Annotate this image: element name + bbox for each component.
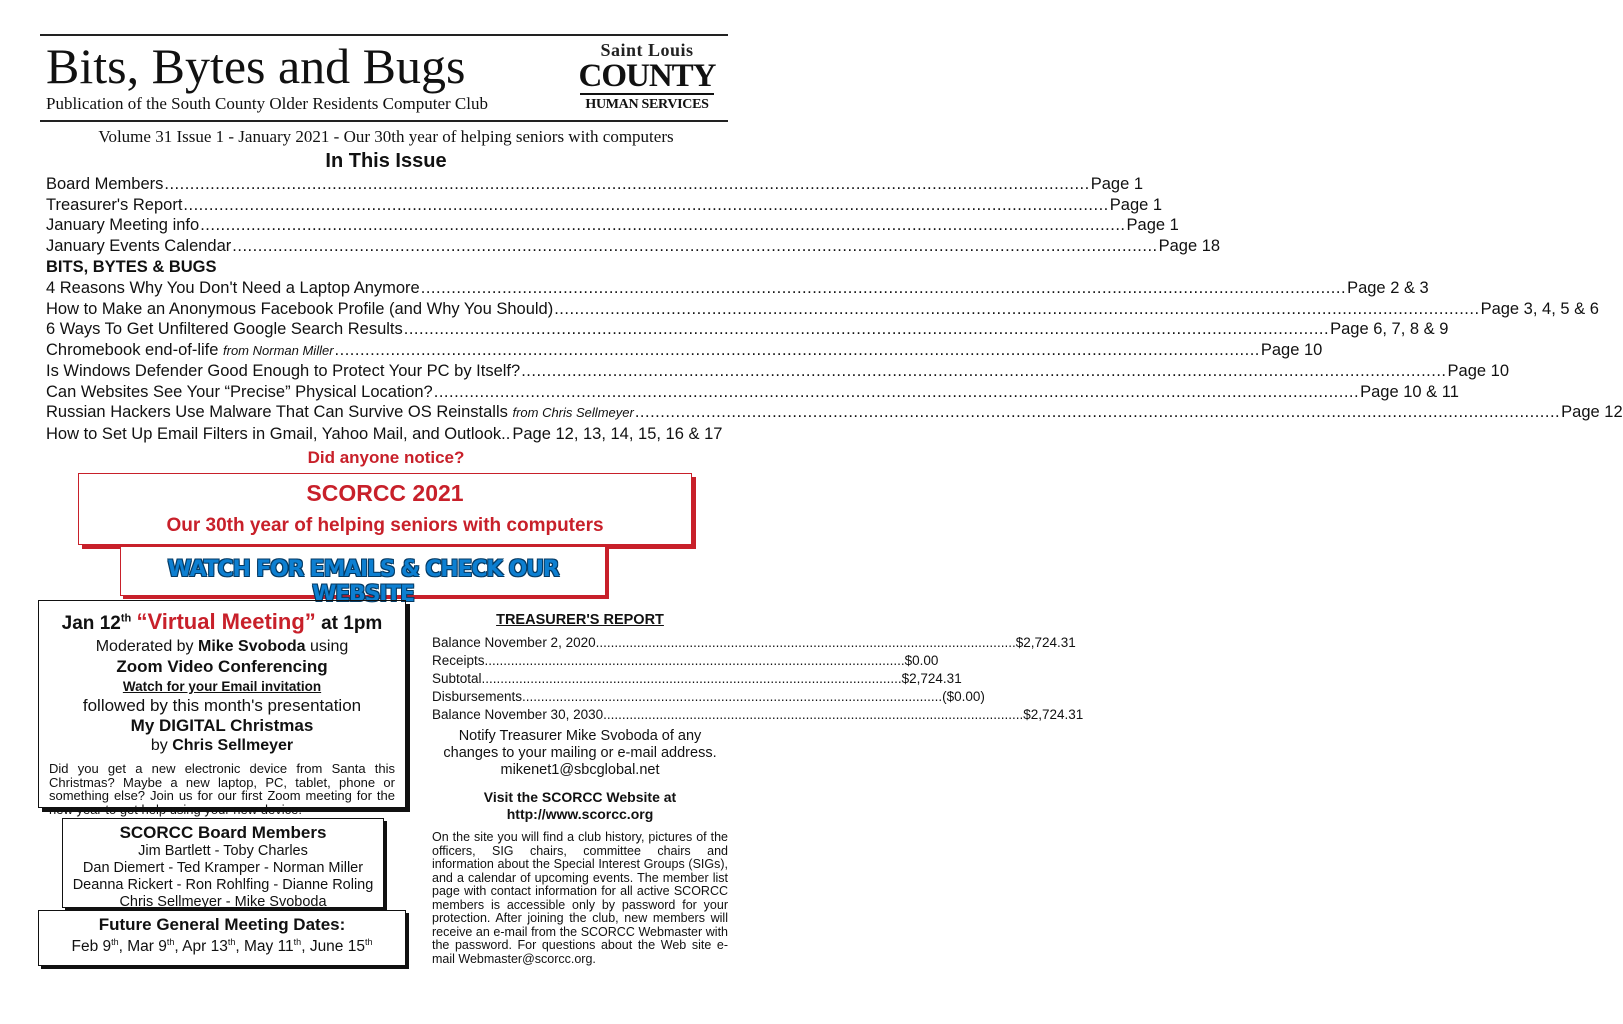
- toc-entry-page: Page 12: [1561, 403, 1623, 421]
- toc-entry-title: [46, 299, 553, 320]
- toc-leader: [335, 340, 1260, 361]
- treasurer-leader: [482, 670, 902, 688]
- toc-entry: [46, 402, 1623, 424]
- treasurer-heading: TREASURER'S REPORT: [496, 612, 664, 628]
- toc-entry-text: How to Set Up Email Filters in Gmail, Yahoo Mail, and Outlook..: [46, 424, 511, 443]
- banner-subtitle: Our 30th year of helping seniors with computers: [166, 515, 604, 536]
- treasurer-label: Disbursements: [432, 689, 523, 704]
- toc-entry-title: [46, 340, 334, 362]
- toc-entry-text: Can Websites See Your “Precise” Physical Location?: [46, 382, 433, 401]
- meeting-date-suffix: th: [120, 612, 132, 625]
- treasurer-leader: [485, 652, 905, 670]
- future-date-suffix: th: [364, 937, 373, 947]
- treasurer-label: Subtotal: [432, 671, 482, 686]
- toc-leader: [434, 382, 1359, 403]
- treasurer-value: ($0.00): [942, 689, 985, 704]
- meeting-box: [38, 600, 406, 817]
- toc-entry-text: 4 Reasons Why You Don't Need a Laptop Anymore: [46, 279, 420, 297]
- toc-leader: [421, 278, 1346, 299]
- moderated-line: [39, 637, 405, 657]
- watch-banner-text: WATCH FOR EMAILS & CHECK OUR WEBSITE: [167, 557, 559, 607]
- toc-entry-page: Page 12, 13, 14, 15, 16 & 17: [512, 424, 723, 443]
- future-date: Mar 9: [127, 938, 167, 956]
- virtual-meeting-label: “Virtual Meeting”: [136, 609, 316, 634]
- future-dates-box: [38, 910, 406, 966]
- toc-entry: [46, 215, 1179, 236]
- toc-entry: [46, 278, 1429, 299]
- future-date: Apr 13: [182, 938, 228, 956]
- toc-entry-title: [46, 382, 433, 403]
- board-line: Deanna Rickert - Ron Rohlfing - Dianne Roling: [72, 877, 374, 893]
- board-members-box: [62, 818, 384, 908]
- presenter-line: [39, 736, 405, 756]
- logo-line-1: Saint Louis: [600, 40, 694, 60]
- top-rule: [40, 34, 728, 36]
- website-visit: Visit the SCORCC Website at: [483, 789, 677, 805]
- future-date-separator: ,: [301, 938, 310, 956]
- toc-entry-text: Is Windows Defender Good Enough to Protect Your PC by Itself?: [46, 362, 521, 380]
- toc-entry-page: Page 6, 7, 8 & 9: [1330, 320, 1449, 338]
- toc-entry-page: Page 10: [1260, 340, 1323, 359]
- treasurer-leader: [522, 688, 942, 706]
- board-line: Dan Diemert - Ted Kramper - Norman Miller: [82, 860, 364, 876]
- website-info: On the site you will find a club history, pictures of the officers, SIG chairs, committee chairs and information about the Special Interest Groups (SIGs), and a calendar of upcoming events. The member list page with contact information for all active SCORCC members is accessible only by password for your protection. After joining the club, new members will receive an e-mail from the SCORCC Webmaster with the password. For questions about the Web site e-mail Webmaster@scorcc.org.: [432, 830, 728, 966]
- treasurer-row: [432, 670, 962, 688]
- volume-line: Volume 31 Issue 1 - January 2021 - Our 30th year of helping seniors with computers: [98, 127, 674, 146]
- treasurer-row: [432, 652, 939, 670]
- toc-entry-title: Board Members: [46, 175, 164, 193]
- toc-entry-page: Page 1: [1109, 195, 1163, 214]
- future-date-separator: ,: [174, 938, 183, 956]
- toc-entry: [46, 299, 1599, 320]
- toc-entry-author: from Norman Miller: [223, 342, 334, 358]
- toc-entry-title: January Events Calendar: [46, 236, 232, 255]
- toc-entry: [46, 382, 1459, 403]
- meeting-time: at 1pm: [321, 613, 383, 634]
- toc-entry-text: How to Make an Anonymous Facebook Profile (and Why You Should): [46, 299, 554, 318]
- treasurer-leader: [603, 706, 1023, 724]
- future-date-suffix: th: [227, 937, 236, 947]
- toc-leader: [183, 195, 1108, 216]
- email-invite-note: Watch for your Email invitation: [122, 679, 322, 694]
- treasurer-label: Balance November 2, 2020: [432, 635, 596, 650]
- future-date: May 11: [243, 938, 294, 956]
- watch-banner: [120, 546, 606, 607]
- notice-text: Did anyone notice?: [307, 448, 465, 467]
- table-of-contents: [46, 174, 1623, 444]
- newsletter-title: Bits, Bytes and Bugs: [46, 38, 466, 94]
- newsletter-subtitle: Publication of the South County Older Residents Computer Club: [46, 94, 488, 113]
- toc-entry: [46, 340, 1323, 362]
- toc-entry-title: January Meeting info: [46, 216, 200, 234]
- toc-entry-text: Chromebook end-of-life: [46, 340, 224, 359]
- toc-entry-page: Page 1: [1126, 216, 1179, 234]
- treasurer-leader: [596, 634, 1016, 652]
- toc-leader: [635, 402, 1560, 423]
- presentation-title: My DIGITAL Christmas: [130, 716, 314, 735]
- toc-entry: [46, 424, 722, 445]
- toc-entry-page: Page 18: [1158, 236, 1221, 255]
- header-rule: [40, 120, 728, 122]
- treasurer-row: [432, 688, 985, 706]
- future-dates-heading: Future General Meeting Dates:: [98, 915, 346, 934]
- toc-entry-text: 6 Ways To Get Unfiltered Google Search Results: [46, 320, 403, 338]
- presenter-name: Chris Sellmeyer: [172, 737, 294, 754]
- toc-entry-title: [46, 361, 520, 382]
- toc-entry-author: from Chris Sellmeyer: [512, 405, 634, 420]
- toc-entry-title: Treasurer's Report: [46, 195, 183, 214]
- toc-entry: [46, 174, 1144, 195]
- toc-entry-text: Russian Hackers Use Malware That Can Survive OS Reinstalls: [46, 403, 513, 421]
- future-dates-list: [39, 937, 405, 956]
- future-date-separator: ,: [235, 938, 244, 956]
- treasurer-label: Receipts: [432, 653, 485, 668]
- toc-entry-page: Page 2 & 3: [1347, 279, 1429, 297]
- board-heading: SCORCC Board Members: [119, 823, 327, 842]
- toc-entry-page: Page 3, 4, 5 & 6: [1480, 299, 1599, 318]
- board-line: Chris Sellmeyer - Mike Svoboda: [119, 894, 327, 910]
- toc-leader: [521, 361, 1446, 382]
- toc-entry: [46, 195, 1163, 216]
- followed-line: followed by this month's presentation: [82, 696, 362, 715]
- meeting-title: [39, 609, 405, 635]
- logo-line-2: COUNTY: [578, 58, 716, 94]
- future-date: Feb 9: [71, 938, 112, 956]
- toc-entry: [46, 236, 1221, 257]
- future-date-suffix: th: [111, 937, 119, 947]
- meeting-date: Jan 12: [61, 613, 121, 634]
- treasurer-value: $0.00: [904, 653, 939, 668]
- treasurer-notify: Notify Treasurer Mike Svoboda of any changes to your mailing or e-mail address.: [443, 728, 717, 761]
- toc-entry-page: Page 1: [1090, 175, 1144, 193]
- toc-leader: [554, 299, 1479, 320]
- treasurer-email: mikenet1@sbcglobal.net: [500, 762, 660, 778]
- toc-section-heading: BITS, BYTES & BUGS: [46, 258, 217, 276]
- treasurer-value: $2,724.31: [1015, 635, 1076, 650]
- moderated-suffix: using: [305, 638, 349, 655]
- treasurer-value: $2,724.31: [901, 671, 962, 686]
- right-column: [432, 612, 1084, 966]
- county-logo: [572, 40, 722, 118]
- toc-entry: [46, 319, 1449, 340]
- toc-leader: [200, 215, 1125, 236]
- scorcc-banner: [78, 473, 692, 545]
- meeting-blurb: Did you get a new electronic device from Santa this Christmas? Maybe a new laptop, PC, tablet, phone or something else? Join us for our first Zoom meeting for the new year to get help using your new device.: [49, 761, 395, 817]
- moderated-prefix: Moderated by: [95, 638, 198, 655]
- platform-line: Zoom Video Conferencing: [116, 657, 328, 676]
- moderator-name: Mike Svoboda: [198, 638, 306, 655]
- toc-entry-title: [46, 278, 420, 299]
- future-date-suffix: th: [293, 937, 302, 947]
- board-line: Jim Bartlett - Toby Charles: [138, 843, 308, 859]
- toc-entry-title: [46, 402, 634, 424]
- future-date-separator: ,: [118, 938, 128, 956]
- banner-title: SCORCC 2021: [306, 480, 464, 506]
- toc-leader: [164, 174, 1089, 195]
- toc-entry-page: Page 10: [1447, 362, 1510, 380]
- treasurer-value: $2,724.31: [1023, 707, 1084, 722]
- toc-entry-title: [46, 424, 510, 445]
- toc-leader: [404, 319, 1329, 340]
- toc-entry-page: Page 10 & 11: [1360, 382, 1459, 401]
- treasurer-label: Balance November 30, 2030: [432, 707, 604, 722]
- treasurer-row: [432, 634, 1076, 652]
- toc-leader: [232, 236, 1157, 257]
- toc-entry-title: [46, 319, 403, 340]
- treasurer-row: [432, 706, 1084, 724]
- toc-entry: [46, 361, 1510, 382]
- toc-heading: In This Issue: [325, 150, 447, 172]
- future-date-suffix: th: [166, 937, 175, 947]
- logo-line-3: HUMAN SERVICES: [580, 93, 714, 113]
- website-url[interactable]: http://www.scorcc.org: [506, 806, 654, 822]
- future-date: June 15: [309, 938, 365, 956]
- presenter-prefix: by: [150, 737, 173, 754]
